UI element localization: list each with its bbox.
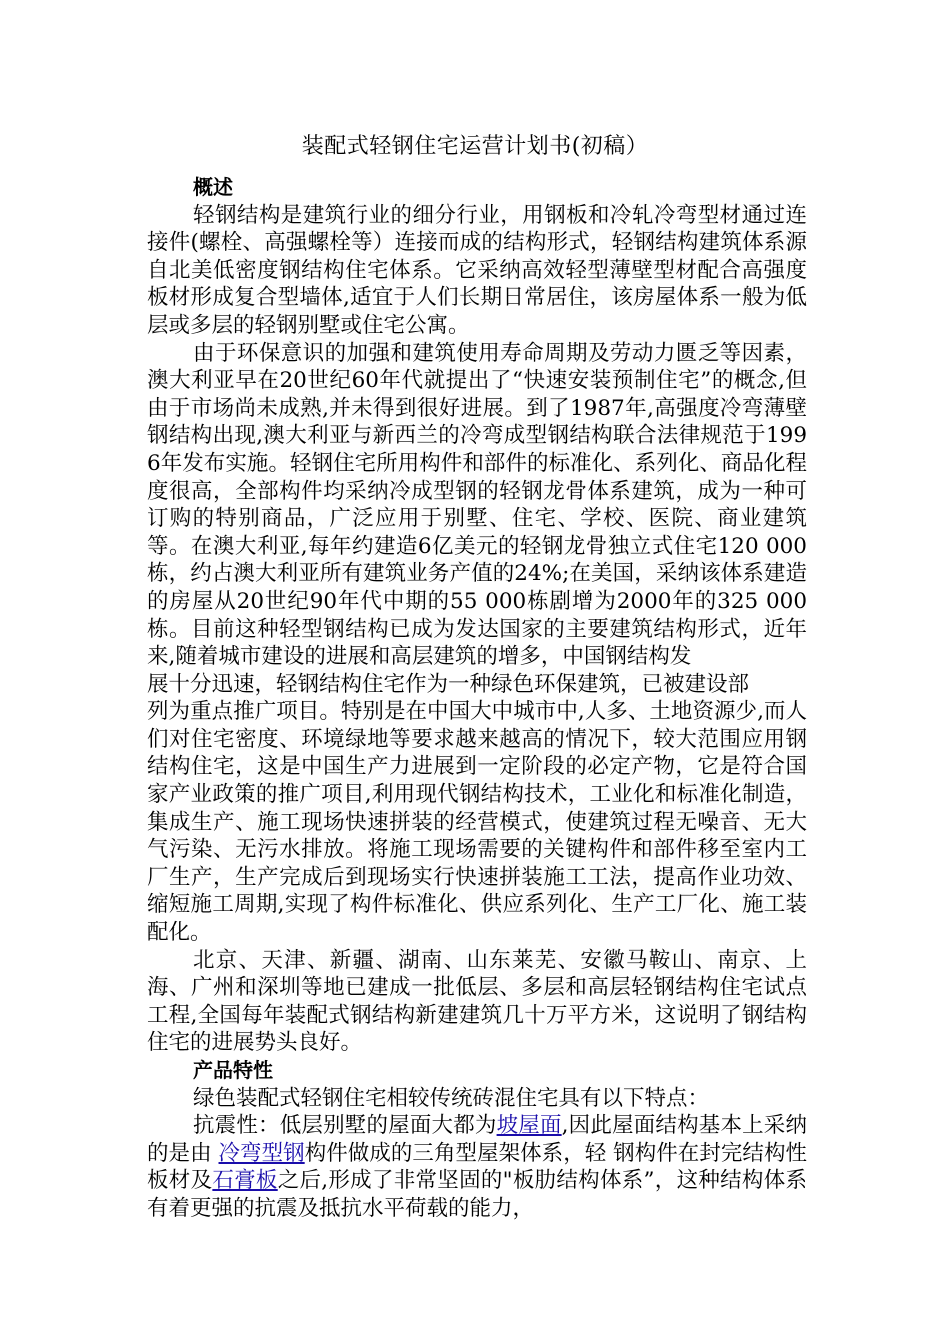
section-heading-overview: 概述 — [193, 175, 233, 199]
document-body — [147, 174, 807, 1223]
document-title: 装配式轻钢住宅运营计划书(初稿） — [301, 134, 649, 159]
paragraph-overview-1: 轻钢结构是建筑行业的细分行业，用钢板和冷轧冷弯型材通过连接件(螺栓、高强螺栓等）连接而成的结构形式，轻钢结构建筑体系源自北美低密度钢结构住宅体系。它采纳高效轻型薄壁型材配合高强度板材形成复合型墙体,适宜于人们长期日常居住，该房屋体系一般为低层或多层的轻钢别墅或住宅公寓。 — [147, 202, 807, 338]
link-gypsum-board[interactable]: 石膏板 — [212, 1168, 278, 1194]
link-cold-formed-steel[interactable]: 冷弯型钢 — [218, 1140, 305, 1166]
features-text-1: 抗震性：低层别墅的屋面大都为 — [193, 1113, 497, 1139]
paragraph-features-2 — [147, 1112, 807, 1222]
link-slope-roof[interactable]: 坡屋面 — [496, 1113, 562, 1139]
paragraph-overview-4: 列为重点推广项目。特别是在中国大中城市中,人多、土地资源少,而人们对住宅密度、环境绿地等要求越来越高的情况下，较大范围应用钢结构住宅，这是中国生产力进展到一定阶段的必定产物，它是符合国家产业政策的推广项目,利用现代钢结构技术，工业化和标准化制造，集成生产、施工现场快速拼装的经营模式，使建筑过程无噪音、无大气污染、无污水排放。将施工现场需要的关键构件和部件移至室内工厂生产，生产完成后到现场实行快速拼装施工工法，提高作业功效、缩短施工周期,实现了构件标准化、供应系列化、生产工厂化、施工装配化。 — [147, 699, 807, 946]
section-heading-features: 产品特性 — [193, 1058, 273, 1082]
features-text-4: 之后,形成了非常坚固的"板肋结构体系”，这种结构体系有着更强的抗震及抵抗水平荷载的能力， — [147, 1168, 807, 1221]
paragraph-features-1: 绿色装配式轻钢住宅相较传统砖混住宅具有以下特点： — [193, 1085, 710, 1111]
paragraph-overview-3: 展十分迅速，轻钢结构住宅作为一种绿色环保建筑，已被建设部 — [147, 671, 750, 697]
features-text-2: ,因此屋面结构基本上采纳的是由 — [147, 1113, 807, 1166]
paragraph-overview-5: 北京、天津、新疆、湖南、山东莱芜、安徽马鞍山、南京、上海、广州和深圳等地已建成一批低层、多层和高层轻钢结构住宅试点工程,全国每年装配式钢结构新建建筑几十万平方米，这说明了钢结构住宅的进展势头良好。 — [147, 947, 807, 1056]
features-text-3: 构件做成的三角型屋架体系，轻 钢构件在封完结构性板材及 — [147, 1140, 807, 1194]
paragraph-overview-2: 由于环保意识的加强和建筑使用寿命周期及劳动力匮乏等因素，澳大利亚早在20世纪60年代就提出了“快速安装预制住宅”的概念,但由于市场尚未成熟,并未得到很好进展。到了1987年,高强度冷弯薄壁钢结构出现,澳大利亚与新西兰的冷弯成型钢结构联合法律规范于1996年发布实施。轻钢住宅所用构件和部件的标准化、系列化、商品化程度很高，全部构件均采纳冷成型钢的轻钢龙骨体系建筑，成为一种可订购的特别商品，广泛应用于别墅、住宅、学校、医院、商业建筑等。在澳大利亚,每年约建造6亿美元的轻钢龙骨独立式住宅120 000栋，约占澳大利亚所有建筑业务产值的24%;在美国，采纳该体系建造的房屋从20世纪90年代中期的55 000栋剧增为2000年的325 000栋。目前这种轻型钢结构已成为发达国家的主要建筑结构形式，近年来,随着城市建设的进展和高层建筑的增多，中国钢结构发 — [147, 340, 807, 670]
